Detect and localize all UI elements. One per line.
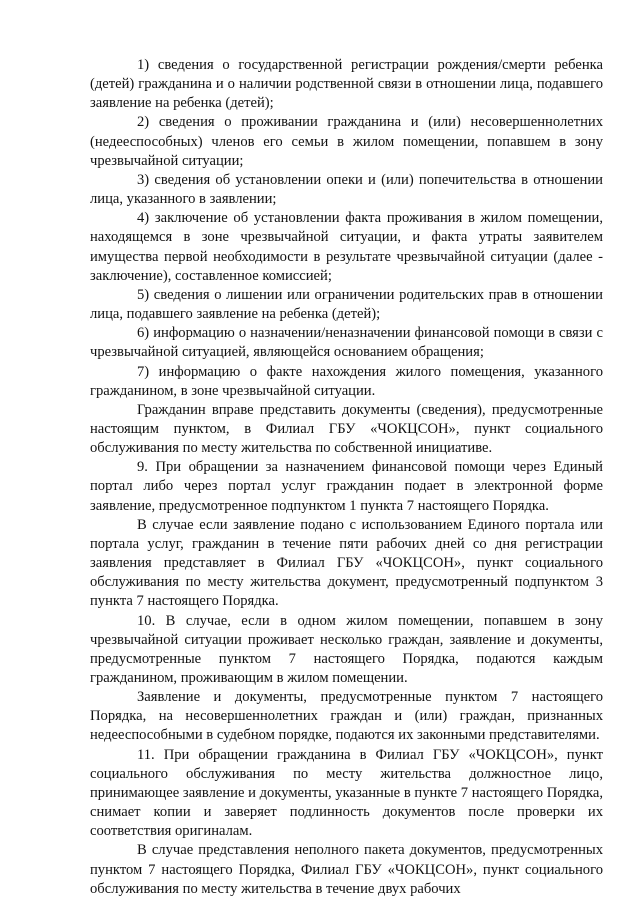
paragraph-own-initiative: Гражданин вправе представить документы (сведения), предусмотренные настоящим пунктом, в Филиал ГБУ «ЧОКЦСОН», пункт социального обслуживания по месту жительства по собственной инициативе. [90,401,603,457]
list-item-emergency-zone-info: 7) информацию о факте нахождения жилого помещения, указанного гражданином, в зоне чрезвычайной ситуации. [90,363,603,399]
list-item-guardianship-records: 3) сведения об установлении опеки и (или) попечительства в отношении лица, указанного в заявлении; [90,171,603,208]
paragraph-incomplete-package: В случае представления неполного пакета документов, предусмотренных пунктом 7 настоящего Порядка, Филиал ГБУ «ЧОКЦСОН», пункт социального обслуживания по месту жительства в течение двух рабочих [90,842,603,897]
list-item-residence-records: 2) сведения о проживании гражданина и (или) несовершеннолетних (недееспособных) членов его семьи в жилом помещении, попавшем в зону чрезвычайной ситуации; [90,114,603,169]
paragraph-portal-submission: В случае если заявление подано с использованием Единого портала или портала услуг, гражданин в течение пяти рабочих дней со дня регистрации заявления представляет в Филиал ГБУ «ЧОКЦСОН», пункт социального обслуживания по месту жительства документ, предусмотренный подпунктом 3 пункта 7 настоящего Порядка. [90,516,603,610]
paragraph-clause-11: 11. При обращении гражданина в Филиал ГБУ «ЧОКЦСОН», пункт социального обслуживания по месту жительства должностное лицо, принимающее заявление и документы, указанные в пункте 7 настоящего Порядка, снимает копии и заверяет подлинность документов после проверки их соответствия оригиналам. [90,746,603,840]
paragraph-clause-9: 9. При обращении за назначением финансовой помощи через Единый портал либо через портал услуг гражданин подает в электронной форме заявление, предусмотренное подпунктом 1 пункта 7 настоящего Порядка. [90,459,603,514]
paragraph-legal-representatives: Заявление и документы, предусмотренные пунктом 7 настоящего Порядка, на несовершеннолетних граждан и (или) граждан, признанных недееспособными в судебном порядке, подаются их законными представителями. [90,689,603,744]
list-item-parental-rights-records: 5) сведения о лишении или ограничении родительских прав в отношении лица, подавшего заявление на ребенка (детей); [90,286,603,323]
list-item-birth-death-records: 1) сведения о государственной регистрации рождения/смерти ребенка (детей) гражданина и о наличии родственной связи в отношении лица, подавшего заявление на ребенка (детей); [90,57,603,112]
paragraph-clause-10: 10. В случае, если в одном жилом помещении, попавшем в зону чрезвычайной ситуации проживает несколько граждан, заявление и документы, предусмотренные пунктом 7 настоящего Порядка, подаются каждым гражданином, проживающим в жилом помещении. [90,612,603,686]
document-page [90,56,603,899]
list-item-assistance-decision-info: 6) информацию о назначении/неназначении финансовой помощи в связи с чрезвычайной ситуацией, являющейся основанием обращения; [90,325,603,361]
list-item-commission-conclusion: 4) заключение об установлении факта проживания в жилом помещении, находящемся в зоне чрезвычайной ситуации, и факта утраты заявителем имущества первой необходимости в результате чрезвычайной ситуации (далее - заключение), составленное комиссией; [90,210,603,284]
